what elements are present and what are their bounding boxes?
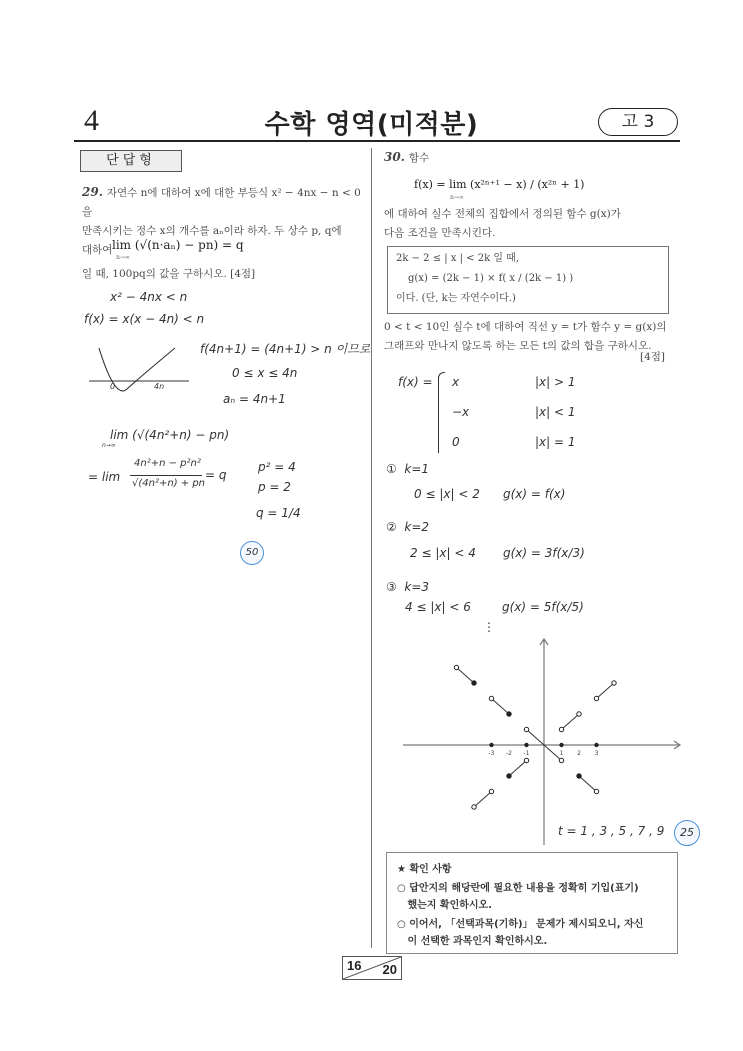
page-number: 4 [84,104,99,137]
q29-text-line: 자연수 n에 대하여 x에 대한 부등식 x² − 4nx − n < 0을 [82,187,361,218]
axis-point [559,743,563,747]
question-number: 29. [82,185,103,199]
question-30-intro [384,148,429,168]
q29-text-line: 만족시키는 정수 x의 개수를 aₙ이라 하자. 두 상수 p, q에 [82,225,342,237]
open-endpoint [594,789,598,793]
axis-point [594,743,598,747]
open-endpoint [559,727,563,731]
graph-segment [562,714,580,730]
hw-p-value: p = 2 [258,480,291,494]
q29-answer-circle: 50 [240,541,264,565]
hw-line2: f(x) = x(x − 4n) < n [84,312,205,326]
q30-answer-circle: 25 [674,820,700,846]
hw-line1: x² − 4nx < n [110,290,188,304]
hw-lim2-prefix: = lim [88,470,121,484]
axis-point [524,743,528,747]
closed-endpoint [577,774,581,778]
section-label: 단답형 [80,150,182,172]
q29-formula-sub: n→∞ [116,254,130,261]
step-k: k=3 [404,580,430,594]
open-endpoint [489,789,493,793]
axis-tick-label: -1 [523,750,530,757]
notice-item: ○ 이어서, 「선택과목(기하)」 문제가 제시되오니, 자신 [397,919,644,930]
case-cond: |x| > 1 [535,375,576,389]
hw-f-check: f(4n+1) = (4n+1) > n 이므로 [200,342,371,356]
q30-question-line: 0 < t < 10인 실수 t에 대하여 직선 y = t가 함수 y = g(x)의 [384,321,667,333]
step-2-range: 2 ≤ |x| < 4 [410,546,476,560]
condition-line2: g(x) = (2k − 1) × f( x / (2k − 1) ) [408,273,574,284]
t-values: t = 1 , 3 , 5 , 7 , 9 [558,824,665,838]
step-3-header [386,580,429,594]
step-1-range: 0 ≤ |x| < 2 [414,487,480,501]
step-3-g: g(x) = 5f(x/5) [502,600,584,614]
q30-formula: f(x) = lim (x²ⁿ⁺¹ − x) / (x²ⁿ + 1) [414,178,585,191]
open-endpoint [472,805,476,809]
open-endpoint [559,758,563,762]
hw-fx-label: f(x) = [398,375,433,389]
open-endpoint [612,681,616,685]
step-3-range: 4 ≤ |x| < 6 [405,600,471,614]
step-k: k=1 [404,462,430,476]
condition-line3: 이다. (단, k는 자연수이다.) [396,293,516,304]
condition-box [387,246,669,314]
step-2-g: g(x) = 3f(x/3) [503,546,585,560]
axis-tick-label: 3 [594,750,599,757]
graph-segment [509,761,527,777]
case-cond: |x| < 1 [535,405,576,419]
notice-item: 이 선택한 과목인지 확인하시오. [397,936,548,947]
q30-text-line: 다음 조건을 만족시킨다. [384,227,496,239]
step-marker: ① [386,462,397,476]
hw-an: aₙ = 4n+1 [223,392,286,406]
open-endpoint [454,665,458,669]
closed-endpoint [507,712,511,716]
header-rule [74,140,680,142]
column-divider [371,148,372,948]
hw-lim1: lim (√(4n²+n) − pn) [110,428,230,442]
axis-point [489,743,493,747]
current-page: 16 [347,958,362,973]
q29-formula: lim (√(n·aₙ) − pn) = q [112,238,244,252]
open-endpoint [489,696,493,700]
q30-formula-sub: n→∞ [450,194,464,201]
step-k: k=2 [404,520,430,534]
parabola-sketch [85,340,195,400]
q29-closing: 일 때, 100pq의 값을 구하시오. [4점] [82,268,256,280]
graph-segment [457,668,475,684]
step-1-header [386,462,429,476]
graph-segment [579,776,597,792]
case-cond: |x| = 1 [535,435,576,449]
hw-lim1-sub: n→∞ [102,442,116,449]
question-number: 30. [384,150,405,164]
axis-tick-label: -3 [488,750,495,757]
hw-p-squared: p² = 4 [258,460,296,474]
q30-points: [4점] [640,351,666,363]
notice-item: 했는지 확인하시오. [397,900,493,911]
g-graph-sketch [395,635,685,845]
q30-text [384,205,674,243]
axis-tick-label: 1 [559,750,564,757]
q30-text-line: 에 대하여 실수 전체의 집합에서 정의된 함수 g(x)가 [384,208,621,220]
open-endpoint [524,727,528,731]
q30-question-line: 그래프와 만나지 않도록 하는 모든 t의 값의 합을 구하시오. [384,340,652,352]
hw-lim2-suffix: = q [205,468,227,482]
hw-lim2-denominator: √(4n²+n) + pn [132,478,206,489]
graph-label-4n: 4n [154,382,165,391]
case-expr: −x [452,405,470,419]
closed-endpoint [472,681,476,685]
graph-label-zero: 0 [110,382,116,391]
ellipsis: ⋮ [483,620,495,634]
step-2-header [386,520,429,534]
hw-lim2-numerator: 4n²+n − p²n² [134,458,201,469]
axis-tick-label: -2 [506,750,512,757]
hw-range: 0 ≤ x ≤ 4n [232,366,298,380]
subject-title: 수학 영역(미적분) [264,110,479,140]
page-indicator [342,956,402,980]
notice-item: ○ 답안지의 해당란에 필요한 내용을 정확히 기입(표기) [397,883,639,894]
notice-title: ★ 확인 사항 [397,864,452,875]
condition-line1: 2k − 2 ≤ | x | < 2k 일 때, [396,253,520,264]
graph-segment [474,792,492,808]
grade-badge: 고 3 [598,108,678,136]
notice-box [386,852,678,954]
step-1-g: g(x) = f(x) [503,487,566,501]
case-brace [438,372,445,453]
open-endpoint [594,696,598,700]
hw-q-value: q = 1/4 [256,506,301,520]
graph-segment [597,683,615,699]
case-expr: 0 [452,435,460,449]
graph-segment [492,699,510,715]
q30-intro-text: 함수 [408,152,430,164]
axis-tick-label: 2 [577,750,581,757]
q29-text-line: 대하여 [82,244,113,256]
open-endpoint [577,712,581,716]
case-expr: x [452,375,460,389]
step-marker: ② [386,520,397,534]
step-marker: ③ [386,580,397,594]
closed-endpoint [507,774,511,778]
total-pages: 20 [382,962,397,977]
fraction-bar [130,475,202,476]
open-endpoint [524,758,528,762]
q30-question [384,318,674,356]
